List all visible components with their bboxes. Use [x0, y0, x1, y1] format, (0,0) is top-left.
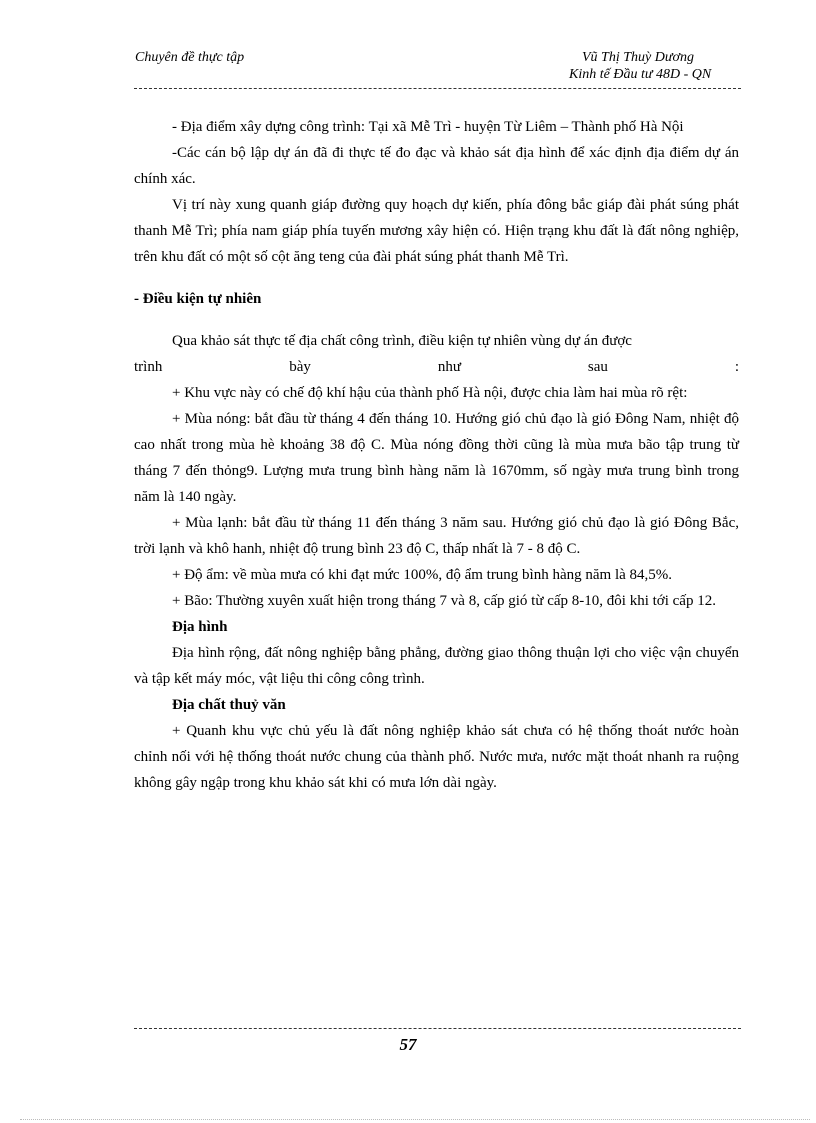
paragraph-hot-season: + Mùa nóng: bắt đầu từ tháng 4 đến tháng 10. Hướng gió chủ đạo là gió Đông Nam, nhiệt độ cao nhất trong mùa hè khoảng 38 độ C. Mùa nóng đồng thời cũng là mùa mưa bão tập trung từ tháng 7 đến thỏng9. Lượng mưa trung bình hàng năm là 1670mm, số ngày mưa trung bình trong năm là 140 ngày.	[134, 411, 739, 505]
paragraph-climate: + Khu vực này có chế độ khí hậu của thành phố Hà nội, được chia làm hai mùa rõ rệt:	[172, 385, 688, 401]
paragraph-hydrogeology: + Quanh khu vực chủ yếu là đất nông nghiệp khảo sát chưa có hệ thống thoát nước hoàn chỉnh nối với hệ thống thoát nước chung của thành phố. Nước mưa, nước mặt thoát nhanh ra ruộng không gây ngập trong khu khảo sát khi có mưa lớn dài ngày.	[134, 723, 739, 791]
paragraph-cold-season: + Mùa lạnh: bắt đầu từ tháng 11 đến tháng 3 năm sau. Hướng gió chủ đạo là gió Đông Bắc, trời lạnh và khô hanh, nhiệt độ trung bình 23 độ C, thấp nhất là 7 - 8 độ C.	[134, 515, 739, 557]
paragraph-storm: + Bão: Thường xuyên xuất hiện trong tháng 7 và 8, cấp gió từ cấp 8-10, đôi khi tới cấp 12.	[172, 593, 716, 609]
paragraph-intro: Qua khảo sát thực tế địa chất công trình, điều kiện tự nhiên vùng dự án được	[172, 333, 632, 349]
heading-natural-conditions: - Điều kiện tự nhiên	[134, 291, 262, 307]
page-number: 57	[399, 1035, 417, 1054]
spacer	[134, 270, 739, 286]
header-class: Kinh tế Đầu tư 48D - QN	[569, 67, 712, 82]
header-divider	[134, 88, 741, 89]
spacer	[134, 312, 739, 328]
footer-divider	[134, 1028, 741, 1029]
paragraph-survey: -Các cán bộ lập dự án đã đi thực tế đo đạc và khảo sát địa hình để xác định địa điểm dự án chính xác.	[134, 145, 739, 187]
heading-hydrogeology: Địa chất thuỷ văn	[172, 697, 286, 713]
header-author: Vũ Thị Thuỳ Dương	[582, 50, 694, 65]
page-edge-line	[20, 1119, 810, 1120]
paragraph-position: Vị trí này xung quanh giáp đường quy hoạch dự kiến, phía đông bắc giáp đài phát súng phát thanh Mễ Trì; phía nam giáp phía tuyến mương xây hiện có. Hiện trạng khu đất là đất nông nghiệp, trên khu đất có một số cột ăng teng của đài phát súng phát thanh Mễ Trì.	[134, 197, 739, 265]
paragraph-location: - Địa điểm xây dựng công trình: Tại xã Mễ Trì - huyện Từ Liêm – Thành phố Hà Nội	[172, 119, 684, 135]
paragraph-terrain: Địa hình rộng, đất nông nghiệp bằng phẳng, đường giao thông thuận lợi cho việc vận chuyển và tập kết máy móc, vật liệu thi công công trình.	[134, 645, 739, 687]
heading-terrain: Địa hình	[172, 619, 228, 635]
document-body	[134, 114, 739, 796]
paragraph-intro-continued: trình bày như sau :	[134, 359, 739, 375]
header-left-title: Chuyên đề thực tập	[135, 50, 245, 65]
paragraph-humidity: + Độ ẩm: về mùa mưa có khi đạt mức 100%, độ ẩm trung bình hàng năm là 84,5%.	[172, 567, 673, 583]
